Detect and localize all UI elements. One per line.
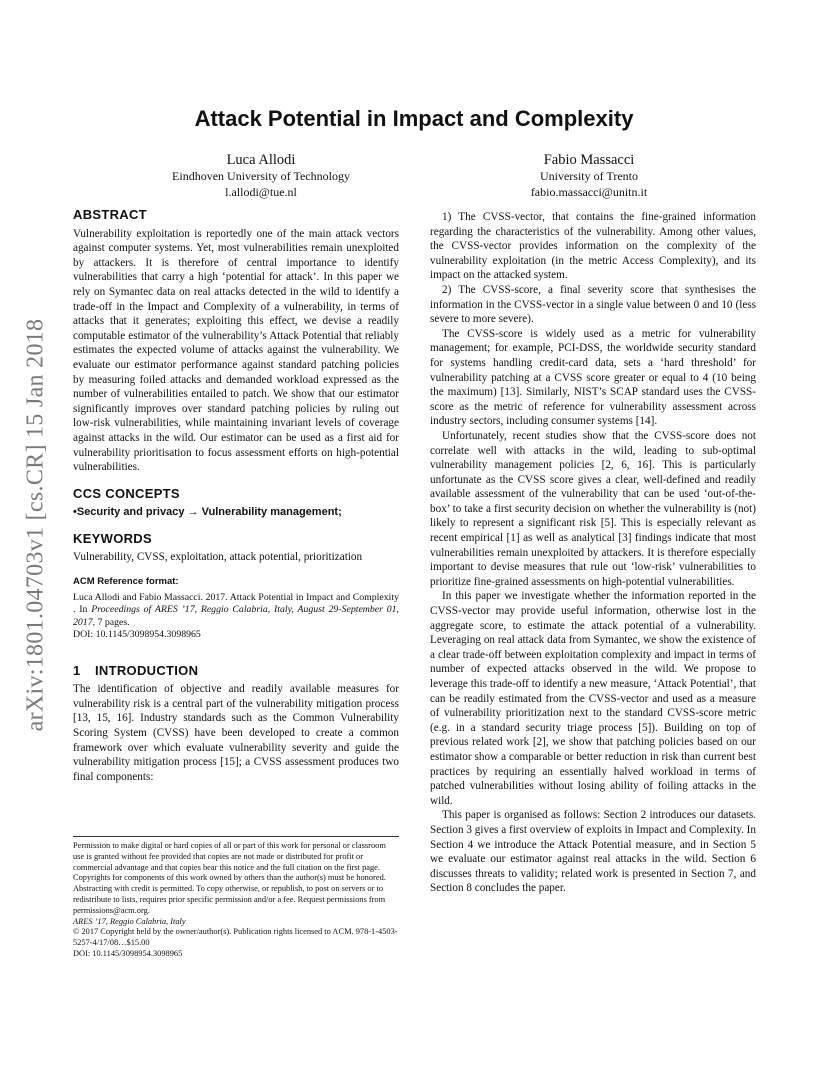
footnote-copyright: © 2017 Copyright held by the owner/author(s). Publication rights licensed to ACM. 978-1-4503-5257-4/17/08…$15.00 (73, 927, 398, 948)
acm-ref-pages: 7 pages. (95, 616, 130, 628)
intro-text: The identification of objective and readily available measures for vulnerability risk is a central part of the vulnerability mitigation process [13, 15, 16]. Industry standards such as the Common Vulnerability Scoring System (CVSS) have been developed to create a common framework over which evaluate vulnerability severity and guide the vulnerability mitigation process [15]; a CVSS assessment produces two final components: (73, 683, 399, 783)
acm-ref-heading: ACM Reference format: (73, 576, 179, 588)
right-paragraph: 1) The CVSS-vector, that contains the fine-grained information regarding the characteristics of the vulnerability. Among other values, the CVSS-vector provides information on the complexity of the vulnerability exploitation (in the metric Access Complexity), and its impact on the attacked system. (430, 211, 756, 282)
intro-title: INTRODUCTION (95, 662, 199, 678)
acm-ref-doi: DOI: 10.1145/3098954.3098965 (73, 629, 201, 641)
keywords-text: Vulnerability, CVSS, exploitation, attack potential, prioritization (73, 551, 363, 564)
arxiv-id-text: arXiv:1801.04703v1 [cs.CR] 15 Jan 2018 (22, 318, 49, 732)
acm-ref-line: Luca Allodi and Fabio Massacci. 2017. Attack Potential in Impact and Complexity . In (73, 591, 399, 616)
intro-number: 1 (73, 662, 81, 678)
keywords-heading: KEYWORDS (73, 530, 152, 546)
abstract-text: Vulnerability exploitation is reportedly one of the main attack vectors against computer systems. Yet, most vulnerabilities remain unexploited by attackers. It is therefore of central importance to identify vulnerabilities that carry a high ‘potential for attack’. In this paper we rely on Symantec data on real attacks detected in the wild to identify a trade-off in the Impact and Complexity of a vulnerability, in terms of attacks that it generates; exploiting this effect, we devise a readily computable estimator of the vulnerability’s Attack Potential that reliably estimates the expected volume of attacks against the vulnerability. We evaluate our estimator performance against standard patching policies by measuring foiled attacks and demanded workload expressed as the number of vulnerabilities entailed to patch. We show that our estimator significantly improves over standard patching policies by ruling out low-risk vulnerabilities, while maintaining invariant levels of coverage against attacks in the wild. Our estimator can be used as a first aid for vulnerability prioritisation to focus assessment efforts on high-potential vulnerabilities. (73, 227, 399, 474)
footnote-venue: ARES ’17, Reggio Calabria, Italy (73, 916, 186, 926)
arxiv-identifier (22, 290, 50, 760)
abstract-heading: ABSTRACT (73, 207, 147, 222)
right-paragraph: This paper is organised as follows: Section 2 introduces our datasets. Section 3 gives a first overview of exploits in Impact and Complexity. In Section 4 we introduce the Attack Potential measure, and in Section 5 we evaluate our estimator against real attacks in the wild. Section 6 discusses threats to validity; related work is presented in Section 7, and Section 8 concludes the paper. (430, 809, 756, 895)
right-paragraph: In this paper we investigate whether the information reported in the CVSS-vector may provide useful information, otherwise lost in the aggregate score, to estimate the attack potential of a vulnerability. Leveraging on real attack data from Symantec, we show the existence of a clear trade-off between exploitation complexity and impact in terms of number of expected attacks observed in the wild. We propose to leverage this trade-off to identify a new measure, ‘Attack Potential’, that can be readily estimated from the CVSS-vector and used as a measure of vulnerability prioritization next to the standard CVSS-score metric (e.g. in a standard security triage process [5]). Building on top of previous related work [2], we show that patching policies based on our estimator show a comparable or better reduction in risk than current best practices by requiring an essentially halved workload in terms of patched vulnerabilities without losing ability of foiling attacks in the wild. (430, 590, 756, 807)
author-name: Luca Allodi (226, 152, 296, 168)
permission-footnote (73, 836, 399, 960)
footnote-doi: DOI: 10.1145/3098954.3098965 (73, 948, 183, 958)
acm-ref-venue: Proceedings of ARES ’17, Reggio Calabria, Italy, August 29-September 01, 2017, (73, 604, 399, 628)
right-paragraph: 2) The CVSS-score, a final severity score that synthesises the information in the CVSS-vector in a single value between 0 and 10 (less severe to more severe). (430, 283, 756, 326)
left-column (73, 208, 399, 784)
author-block-1 (111, 152, 411, 200)
author-email: fabio.massacci@unitn.it (530, 185, 648, 199)
footnote-permission: Permission to make digital or hard copies of all or part of this work for personal or classroom use is granted without fee provided that copies are not made or distributed for profit or commercial advantage and that copies bear this notice and the full citation on the first page. Copyrights for components of this work owned by others than the author(s) must be honored. Abstracting with credit is permitted. To copy otherwise, or republish, to post on servers or to redistribute to lists, requires prior specific permission and/or a fee. Request permissions from permissions@acm.org. (73, 841, 386, 915)
intro-heading (73, 664, 399, 679)
author-email: l.allodi@tue.nl (225, 185, 297, 199)
author-block-2 (439, 152, 739, 200)
author-affiliation: University of Trento (539, 169, 638, 183)
ccs-text: •Security and privacy → Vulnerability management; (73, 506, 342, 519)
acm-ref-text (73, 592, 399, 642)
right-paragraph: The CVSS-score is widely used as a metric for vulnerability management; for example, PCI-DSS, the worldwide security standard for systems handling credit-card data, sets a ‘hard threshold’ for vulnerability patching at a CVSS score greater or equal to 4 (10 being the maximum) [13]. Similarly, NIST’s SCAP standard uses the CVSS-score as the metric of reference for vulnerability assessment across industry sectors, including consumer systems [14]. (430, 327, 756, 428)
paper-title: Attack Potential in Impact and Complexity (194, 106, 634, 131)
right-paragraph: Unfortunately, recent studies show that the CVSS-score does not correlate well with attacks in the wild, leading to sub-optimal vulnerability management policies [2, 6, 16]. This is particularly unfortunate as the CVSS score gives a clear, well-defined and readily available assessment of the vulnerability that can be used ‘out-of-the-box’ to take a first security decision on whether the vulnerability is (not) likely to represent a significant risk [5]. This is especially relevant as recent empirical [1] as well as analytical [3] findings indicate that most vulnerabilities remain unexploited by attackers. It is therefore especially important to devise measures that rule out ‘low-risk’ vulnerabilities to prioritize fine-grained assessments on high-potential vulnerabilities. (430, 429, 756, 588)
right-column (430, 210, 756, 896)
author-affiliation: Eindhoven University of Technology (172, 169, 350, 183)
ccs-heading: CCS CONCEPTS (73, 485, 180, 501)
author-name: Fabio Massacci (543, 152, 635, 168)
